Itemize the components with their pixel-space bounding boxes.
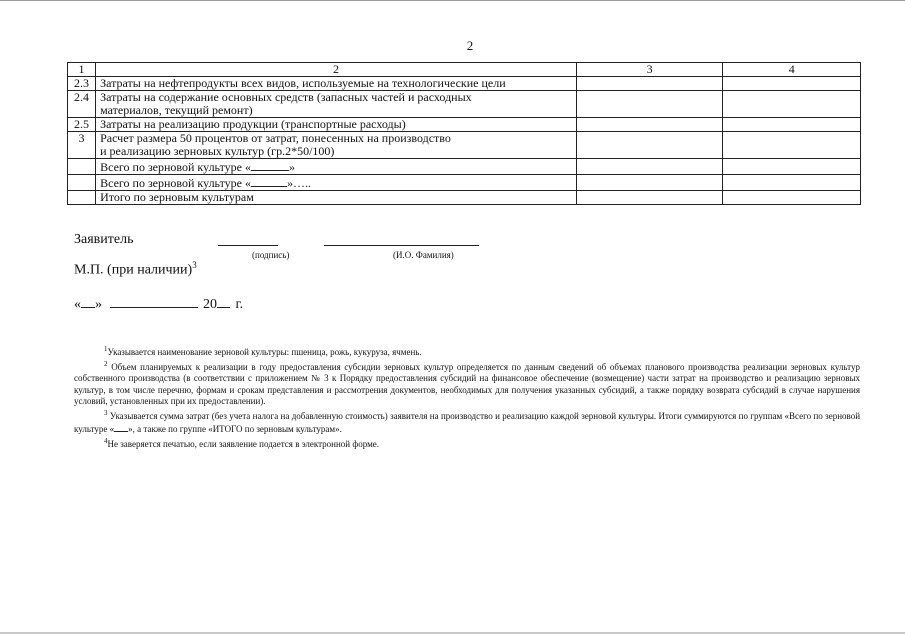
row-description: Расчет размера 50 процентов от затрат, понесенных на производство и реализацию зерновых культур (гр.2*50/100) (96, 132, 577, 159)
header-cell-3: 3 (576, 63, 723, 77)
row-value-col4 (723, 175, 861, 191)
footnote-4: $^4$Не заверяется печатью, если заявление подается в электронной форме. (104, 436, 380, 449)
signature-caption: (подпись) (252, 250, 290, 260)
page-number: 2 (466, 38, 474, 53)
signature-line (218, 245, 278, 246)
footnote-mark: 3 (192, 260, 197, 270)
row-number: 3 (68, 132, 96, 159)
row-number (68, 175, 96, 191)
row-number: 2.4 (68, 91, 96, 118)
table-row (68, 175, 861, 191)
grand-total-label: Итого по зерновым культурам (96, 191, 577, 205)
row-value-col4 (723, 118, 861, 132)
row-value-col3 (576, 159, 723, 175)
scan-top-edge (0, 0, 905, 1)
header-cell-4: 4 (723, 63, 861, 77)
full-name-line (324, 245, 479, 246)
row-value-col3 (576, 191, 723, 205)
row-number: 2.5 (68, 118, 96, 132)
row-number: 2.3 (68, 77, 96, 91)
footnotes (74, 344, 860, 450)
row-value-col4 (723, 91, 861, 118)
row-description: Затраты на нефтепродукты всех видов, используемые на технологические цели (96, 77, 577, 91)
stamp-label: М.П. (при наличии)$^3$ (74, 260, 197, 278)
row-number (68, 191, 96, 205)
table-row (68, 91, 861, 118)
table-row (68, 159, 861, 175)
table-row (68, 132, 861, 159)
row-value-col4 (723, 77, 861, 91)
crop-name-blank (114, 422, 128, 432)
crop-total-row-1: Всего по зерновой культуре « » (96, 159, 577, 175)
row-description: Затраты на реализацию продукции (транспортные расходы) (96, 118, 577, 132)
row-description: Затраты на содержание основных средств (запасных частей и расходных материалов, текущий ремонт) (96, 91, 577, 118)
costs-table (67, 62, 861, 205)
full-name-caption: (И.О. Фамилия) (393, 250, 454, 260)
year-blank (217, 295, 230, 308)
month-blank (110, 295, 198, 308)
crop-name-blank (251, 159, 289, 171)
row-number (68, 159, 96, 175)
footnote-3: $^3$ Указывается сумма затрат (без учета налога на добавленную стоимость) заявителя на производство и реализацию каждой зерновой культуры. Итоги суммируются по группам «Всего по зерновой культуре « », а также по группе «ИТОГО по зерновым культурам». (74, 408, 861, 434)
row-value-col3 (576, 91, 723, 118)
header-cell-1: 1 (68, 63, 96, 77)
table-row (68, 118, 861, 132)
row-value-col3 (576, 77, 723, 91)
row-value-col4 (723, 159, 861, 175)
applicant-label: Заявитель (74, 232, 134, 247)
table-row (68, 77, 861, 91)
day-blank (81, 295, 95, 308)
table-header-row (68, 63, 861, 77)
footnote-1: $^1$Указывается наименование зерновой культуры: пшеница, рожь, кукуруза, ячмень. (104, 345, 422, 357)
row-value-col4 (723, 191, 861, 205)
crop-total-row-2: Всего по зерновой культуре « »….. (96, 175, 577, 191)
row-value-col3 (576, 175, 723, 191)
scan-bottom-edge (0, 632, 905, 634)
table-row (68, 191, 861, 205)
row-value-col3 (576, 132, 723, 159)
row-value-col4 (723, 132, 861, 159)
date-line: « » 20 г. (74, 297, 244, 312)
row-value-col3 (576, 118, 723, 132)
crop-name-blank (251, 175, 287, 187)
footnote-2: $^2$ Объем планируемых к реализации в году предоставления субсидии зерновых культур определяется по данным сведений об объемах планового производства реализации зерновых культур собственного производства (в соответствии с приложением № 3 к Порядку предоставления субсидий на финансовое обеспечение (возмещение) части затрат на производство и реализацию зерновых культур, в том числе перечню, формам и срокам представления и рассмотрения документов, необходимых для получения указанных субсидий, а также порядку возврата субсидий в случае нарушения условий, установленных при их предоставлении). (74, 359, 860, 406)
header-cell-2: 2 (96, 63, 577, 77)
